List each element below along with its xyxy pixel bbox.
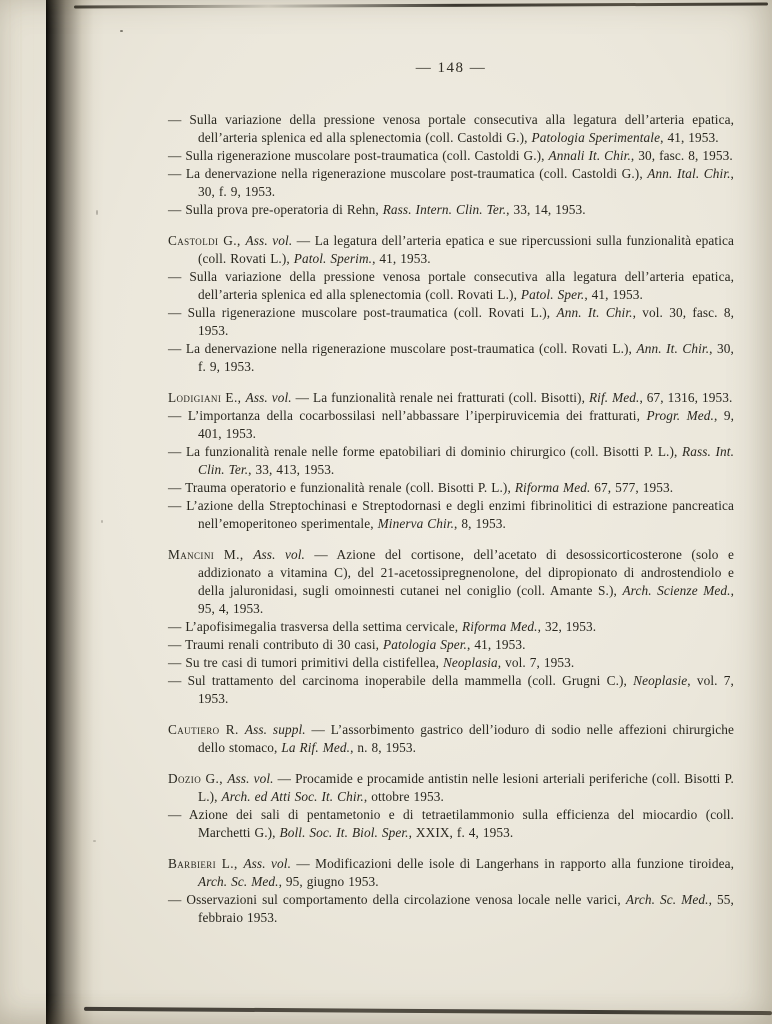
binding-streak: [9, 0, 11, 1024]
entry-text: 67, 577, 1953.: [590, 480, 674, 495]
entry-text: , vol. 7, 1953.: [497, 655, 575, 670]
entry-text: , 9, 401, 1953.: [198, 408, 734, 441]
bibliography-list: [168, 111, 734, 927]
entry-text: — Sulla prova pre-operatoria di Rehn,: [168, 202, 383, 217]
entry-text: , 8, 1953.: [454, 516, 506, 531]
journal-title: Rif. Med.: [588, 390, 640, 405]
entry-text: , 55, febbraio 1953.: [198, 892, 734, 925]
author-name: Mancini M.,: [168, 547, 254, 562]
bibliography-entry: [168, 165, 734, 201]
journal-title: Patologia Sperimentale: [531, 130, 661, 145]
author-name: Castoldi G.,: [168, 233, 246, 248]
binding-shadow: [46, 0, 104, 1024]
entry-text: — Procamide e procamide antistin nelle lesioni arteriali periferiche (coll. Bisotti P. L.),: [198, 771, 734, 804]
entry-text: — La denervazione nella rigenerazione muscolare post-traumatica (coll. Castoldi G.),: [168, 166, 648, 181]
entry-text: — Sulla variazione della pressione venosa portale consecutiva alla legatura dell’arteria epatica, dell’arteria splenica ed alla splenectomia (coll. Castoldi G.),: [168, 112, 734, 145]
bibliography-entry: [168, 654, 734, 672]
journal-title: Minerva Chir.: [377, 516, 454, 531]
bibliography-entry: [168, 147, 734, 165]
entry-text: — Trauma operatorio e funzionalità renale (coll. Bisotti P. L.),: [168, 480, 515, 495]
entry-text: , 30, fasc. 8, 1953.: [630, 148, 733, 163]
entry-text: — L’importanza della cocarbossilasi nell’abbassare l’iperpiruvicemia dei fratturati,: [168, 408, 647, 423]
page-body: [168, 60, 734, 940]
bibliography-section: [168, 721, 734, 757]
journal-title: Arch. Scienze Med.: [622, 583, 731, 598]
journal-title: Annali It. Chir.: [548, 148, 631, 163]
bibliography-entry: [168, 672, 734, 708]
journal-title: Patologia Sper.: [382, 637, 467, 652]
bibliography-section: [168, 770, 734, 842]
bibliography-entry: [168, 546, 734, 618]
entry-text: , 30, f. 9, 1953.: [198, 166, 734, 199]
journal-title: Riforma Med.: [514, 480, 591, 495]
bibliography-entry: [168, 232, 734, 268]
journal-title: Ass. vol.: [245, 390, 292, 405]
entry-text: , 32, 1953.: [537, 619, 597, 634]
entry-text: , 30, f. 9, 1953.: [198, 341, 734, 374]
entry-text: — Osservazioni sul comportamento della circolazione venosa locale nelle varici,: [168, 892, 626, 907]
journal-title: Arch. ed Atti Soc. It. Chir.: [221, 789, 364, 804]
entry-text: , 33, 14, 1953.: [506, 202, 586, 217]
bibliography-entry: [168, 407, 734, 443]
entry-text: — L’assorbimento gastrico dell’ioduro di sodio nelle affezioni chirurgiche dello stomaco,: [198, 722, 734, 755]
entry-text: , 95, 4, 1953.: [198, 583, 734, 616]
entry-text: , 67, 1316, 1953.: [639, 390, 733, 405]
entry-text: — Sulla variazione della pressione venosa portale consecutiva alla legatura dell’arteria epatica, dell’arteria splenica ed alla splenectomia (coll. Rovati L.),: [168, 269, 734, 302]
bibliography-entry: [168, 201, 734, 219]
entry-text: — Azione del cortisone, dell’acetato di desossicorticosterone (solo e addizionato a vitamina C), del 21-acetossipregnenolone, del dipropionato di androstendiolo e della jaluronidasi, sugli omoinnesti cutanei nel coniglio (coll. Amante S.),: [198, 547, 734, 598]
journal-title: Riforma Med.: [462, 619, 538, 634]
journal-title: Ann. It. Chir.: [556, 305, 633, 320]
entry-text: — Modificazioni delle isole di Langerhans in rapporto alla funzione tiroidea,: [291, 856, 734, 871]
journal-title: Ass. vol.: [253, 547, 305, 562]
bibliography-entry: [168, 340, 734, 376]
bibliography-entry: [168, 636, 734, 654]
binding-streak: [33, 0, 34, 1024]
journal-title: Ann. It. Chir.: [636, 341, 710, 356]
scan-speck: [120, 30, 123, 32]
entry-text: — La funzionalità renale nelle forme epatobiliari di dominio chirurgico (coll. Bisotti P. L.),: [168, 444, 682, 459]
entry-text: — Sulla rigenerazione muscolare post-traumatica (coll. Castoldi G.),: [168, 148, 549, 163]
entry-text: , 95, giugno 1953.: [278, 874, 379, 889]
bibliography-entry: [168, 721, 734, 757]
bibliography-section: [168, 546, 734, 708]
bibliography-entry: [168, 443, 734, 479]
bibliography-section: [168, 855, 734, 927]
author-name: Barbieri L.,: [168, 856, 244, 871]
entry-text: , 33, 413, 1953.: [248, 462, 335, 477]
entry-text: , ottobre 1953.: [363, 789, 444, 804]
entry-text: , vol. 7, 1953.: [198, 673, 734, 706]
entry-text: — La denervazione nella rigenerazione muscolare post-traumatica (coll. Rovati L.),: [168, 341, 637, 356]
entry-text: — Sul trattamento del carcinoma inoperabile della mammella (coll. Grugni C.),: [168, 673, 634, 688]
author-name: Dozio G.,: [168, 771, 228, 786]
entry-text: — Sulla rigenerazione muscolare post-traumatica (coll. Rovati L.),: [168, 305, 557, 320]
entry-text: — L’apofisimegalia trasversa della settima cervicale,: [168, 619, 463, 634]
bibliography-entry: [168, 268, 734, 304]
bibliography-section: [168, 232, 734, 376]
entry-text: — La funzionalità renale nei fratturati (coll. Bisotti),: [291, 390, 589, 405]
bibliography-entry: [168, 891, 734, 927]
journal-title: Ann. Ital. Chir.: [647, 166, 731, 181]
author-name: Lodigiani E.,: [168, 390, 246, 405]
scan-edge-bottom: [84, 1007, 772, 1015]
journal-title: Arch. Sc. Med.: [198, 874, 279, 889]
journal-title: Ass. vol.: [227, 771, 274, 786]
journal-title: Neoplasia: [442, 655, 498, 670]
bibliography-entry: [168, 304, 734, 340]
journal-title: Ass. vol.: [245, 233, 293, 248]
book-binding: [0, 0, 46, 1024]
journal-title: Rass. Intern. Clin. Ter.: [382, 202, 507, 217]
journal-title: Arch. Sc. Med.: [625, 892, 709, 907]
journal-title: Patol. Sper.: [520, 287, 585, 302]
bibliography-entry: [168, 770, 734, 806]
journal-title: Progr. Med.: [646, 408, 714, 423]
bibliography-entry: [168, 111, 734, 147]
entry-text: , n. 8, 1953.: [350, 740, 417, 755]
journal-title: Neoplasie: [633, 673, 688, 688]
entry-text: — Su tre casi di tumori primitivi della cistifellea,: [168, 655, 443, 670]
bibliography-entry: [168, 389, 734, 407]
bibliography-entry: [168, 855, 734, 891]
page-number: — 148 —: [415, 60, 487, 76]
bibliography-entry: [168, 497, 734, 533]
scan-speck: [101, 520, 103, 523]
bibliography-section: [168, 389, 734, 533]
journal-title: Boll. Soc. It. Biol. Sper.: [279, 825, 409, 840]
scan-speck: [96, 210, 98, 215]
entry-text: , 41, 1953.: [584, 287, 643, 302]
journal-title: Ass. vol.: [243, 856, 291, 871]
bibliography-entry: [168, 618, 734, 636]
journal-title: Ass. suppl.: [244, 722, 306, 737]
entry-text: — Azione dei sali di pentametonio e di tetraetilammonio sulla efficienza del miocardio (coll. Marchetti G.),: [168, 807, 734, 840]
scan-edge-top: [74, 2, 768, 8]
entry-text: , 41, 1953.: [466, 637, 526, 652]
author-name: Cautiero R.: [168, 722, 245, 737]
bibliography-entry: [168, 806, 734, 842]
entry-text: , vol. 30, fasc. 8, 1953.: [198, 305, 734, 338]
bibliography-section: [168, 111, 734, 219]
entry-text: , 41, 1953.: [372, 251, 431, 266]
entry-text: , XXIX, f. 4, 1953.: [408, 825, 514, 840]
bibliography-entry: [168, 479, 734, 497]
scan-speck: [93, 840, 96, 842]
entry-text: — L’azione della Streptochinasi e Streptodornasi e degli enzimi fibrinolitici di estrazione pancreatica nell’emoperitoneo sperimentale,: [168, 498, 734, 531]
entry-text: — Traumi renali contributo di 30 casi,: [168, 637, 383, 652]
entry-text: — La legatura dell’arteria epatica e sue ripercussioni sulla funzionalità epatica (coll. Rovati L.),: [198, 233, 734, 266]
journal-title: La Rif. Med.: [281, 740, 351, 755]
journal-title: Rass. Int. Clin. Ter.: [198, 444, 734, 477]
entry-text: , 41, 1953.: [660, 130, 719, 145]
binding-streak: [20, 0, 22, 1024]
journal-title: Patol. Sperim.: [293, 251, 373, 266]
